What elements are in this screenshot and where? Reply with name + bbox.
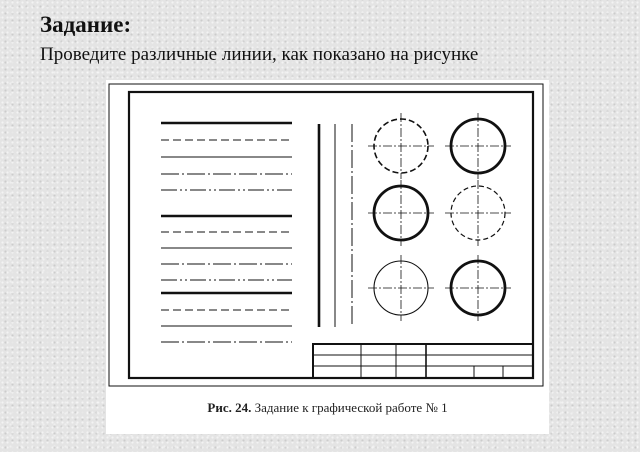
figure-caption: [106, 400, 549, 416]
line-samples-group-3: [161, 293, 292, 342]
drawing-frame: [129, 92, 533, 378]
circle-solid-thick-1: [445, 113, 511, 179]
title-block: [313, 344, 533, 378]
caption-text: Задание к графической работе № 1: [254, 400, 448, 415]
drawing-figure: [106, 80, 549, 434]
task-instruction: Проведите различные линии, как показано на рисунке: [40, 44, 479, 65]
drawing-sheet: [106, 80, 549, 434]
line-samples-group-2: [161, 216, 292, 280]
caption-number: Рис. 24.: [207, 400, 252, 415]
vertical-line-samples: [319, 124, 352, 327]
circle-solid-thick-2: [368, 180, 434, 246]
circle-dashed-1: [368, 113, 434, 179]
circle-thin-3: [368, 255, 434, 321]
task-heading: Задание:: [40, 12, 132, 37]
circle-solid-thick-3: [445, 255, 511, 321]
circle-dashed-2: [445, 180, 511, 246]
line-samples-group-1: [161, 123, 292, 190]
circle-samples: [368, 113, 511, 321]
